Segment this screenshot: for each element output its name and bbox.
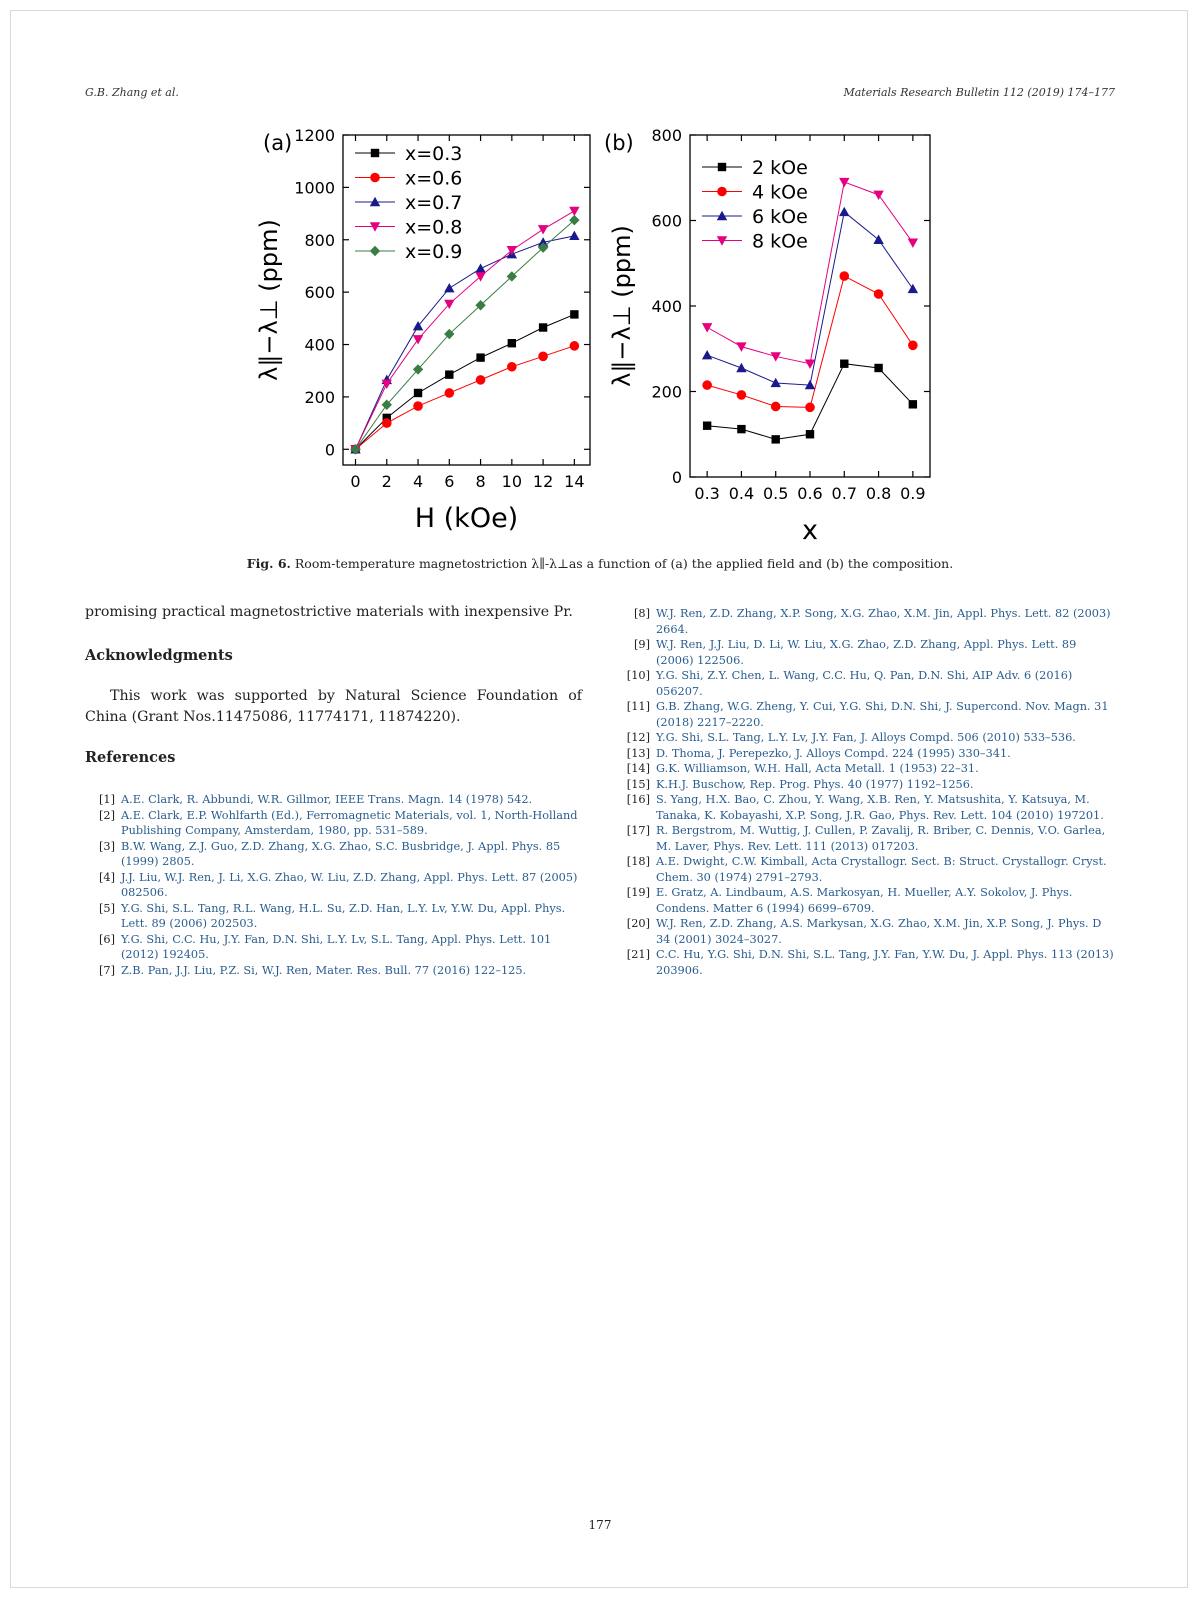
reference-item: [620, 854, 1115, 885]
x-tick-label: 0.5: [762, 484, 789, 503]
reference-link[interactable]: Y.G. Shi, S.L. Tang, R.L. Wang, H.L. Su, Z.D. Han, L.Y. Lv, Y.W. Du, Appl. Phys. Lett. 89 (2006) 202503.: [121, 901, 566, 930]
x-tick-label: 0.3: [694, 484, 720, 503]
y-tick-label: 200: [304, 387, 335, 407]
page-number: 177: [588, 1518, 612, 1532]
data-point: [736, 342, 746, 351]
legend-marker: [370, 173, 380, 183]
acknowledgments-heading: Acknowledgments: [85, 647, 233, 664]
y-tick-label: 800: [651, 126, 682, 145]
reference-number: [4]: [98, 870, 115, 884]
reference-number: [13]: [626, 746, 650, 760]
data-point: [737, 390, 747, 400]
figure-caption: [85, 556, 1115, 571]
reference-number: [19]: [626, 886, 650, 899]
running-header-authors: G.B. Zhang et al.: [85, 86, 179, 99]
y-tick-label: 400: [304, 335, 335, 355]
reference-item: [620, 668, 1115, 699]
reference-link[interactable]: C.C. Hu, Y.G. Shi, D.N. Shi, S.L. Tang, J.Y. Fan, Y.W. Du, J. Appl. Phys. 113 (2013) 203906.: [656, 948, 1114, 977]
data-point: [508, 339, 516, 347]
y-tick-label: 0: [671, 468, 682, 487]
data-point: [475, 263, 485, 272]
x-tick-label: 8: [475, 472, 486, 491]
reference-item: [620, 777, 1115, 793]
reference-link[interactable]: B.W. Wang, Z.J. Guo, Z.D. Zhang, X.G. Zhao, S.C. Busbridge, J. Appl. Phys. 85 (1999) 2805.: [121, 839, 561, 868]
reference-link[interactable]: A.E. Clark, R. Abbundi, W.R. Gillmor, IEEE Trans. Magn. 14 (1978) 542.: [121, 793, 533, 806]
reference-item: [620, 699, 1115, 730]
data-point: [772, 435, 780, 443]
reference-number: [7]: [98, 963, 115, 977]
panel-label: (a): [263, 131, 293, 155]
reference-item: [620, 916, 1115, 947]
reference-item: [620, 746, 1115, 762]
x-tick-label: 0.7: [831, 484, 858, 503]
reference-number: [21]: [626, 948, 650, 961]
data-point: [414, 389, 422, 397]
data-point: [908, 284, 918, 293]
caption-label: Fig. 6.: [246, 556, 291, 571]
data-point: [445, 388, 455, 398]
legend-label: x=0.7: [405, 192, 463, 214]
y-tick-label: 1000: [294, 178, 335, 198]
data-point: [839, 207, 849, 216]
reference-number: [12]: [626, 731, 650, 744]
reference-link[interactable]: G.B. Zhang, W.G. Zheng, Y. Cui, Y.G. Shi, D.N. Shi, J. Supercond. Nov. Magn. 31 (2018) 2217–2220.: [656, 700, 1109, 729]
x-axis-label: H (kOe): [414, 503, 519, 534]
legend-label: x=0.6: [405, 167, 463, 190]
x-axis-label: x: [802, 515, 818, 546]
data-point: [569, 231, 579, 240]
data-point: [771, 378, 781, 387]
data-point: [839, 178, 849, 187]
data-point: [538, 225, 548, 234]
reference-link[interactable]: S. Yang, H.X. Bao, C. Zhou, Y. Wang, X.B. Ren, Y. Matsushita, Y. Katsuya, M. Tanaka, K. Kobayashi, X.P. Song, J.R. Gao, Phys. Rev. Lett. 104 (2010) 197201.: [656, 793, 1104, 822]
reference-number: [8]: [633, 607, 650, 620]
reference-item: [620, 947, 1115, 978]
reference-item: [85, 792, 582, 808]
reference-link[interactable]: D. Thoma, J. Perepezko, J. Alloys Compd. 224 (1995) 330–341.: [656, 746, 1011, 760]
y-tick-label: 200: [651, 382, 682, 402]
acknowledgments-paragraph: This work was supported by Natural Science Foundation of China (Grant Nos.11475086, 11774171, 11874220).: [85, 688, 582, 725]
reference-number: [2]: [98, 808, 115, 822]
data-point: [702, 380, 712, 390]
figure-6: [0, 115, 1200, 550]
reference-item: [85, 870, 582, 901]
data-point: [873, 191, 883, 200]
legend-label: x=0.3: [405, 143, 463, 165]
data-point: [570, 341, 580, 351]
y-tick-label: 800: [304, 230, 335, 250]
data-point: [873, 235, 883, 244]
data-point: [507, 246, 517, 255]
reference-number: [11]: [626, 700, 650, 713]
panel-label: (b): [604, 131, 634, 155]
data-point: [908, 239, 918, 248]
data-point: [445, 370, 453, 378]
x-tick-label: 6: [444, 472, 455, 491]
plot-frame: [690, 135, 930, 477]
y-axis-label: λ∥−λ⊥ (ppm): [255, 219, 283, 381]
reference-number: [17]: [626, 824, 650, 837]
data-point: [839, 271, 849, 281]
reference-link[interactable]: Y.G. Shi, C.C. Hu, J.Y. Fan, D.N. Shi, L.Y. Lv, S.L. Tang, Appl. Phys. Lett. 101 (2012) 192405.: [121, 932, 552, 961]
reference-item: [620, 606, 1115, 637]
legend-label: 4 kOe: [752, 181, 808, 204]
left-column: [85, 602, 582, 977]
data-point: [570, 310, 578, 318]
data-point: [909, 400, 917, 408]
legend-marker: [717, 187, 727, 197]
data-point: [874, 364, 882, 372]
reference-link[interactable]: Z.B. Pan, J.J. Liu, P.Z. Si, W.J. Ren, Mater. Res. Bull. 77 (2016) 122–125.: [121, 963, 527, 977]
data-point: [737, 425, 745, 433]
data-point: [908, 341, 918, 351]
x-tick-label: 4: [412, 472, 424, 491]
references-list-left: [85, 792, 582, 978]
x-tick-label: 2: [381, 472, 392, 491]
legend-label: 6 kOe: [752, 206, 808, 228]
reference-link[interactable]: K.H.J. Buschow, Rep. Prog. Phys. 40 (1977) 1192–1256.: [656, 777, 974, 791]
x-tick-label: 12: [532, 472, 554, 491]
data-point: [382, 418, 392, 428]
reference-item: [620, 730, 1115, 746]
legend-marker: [371, 149, 379, 157]
reference-item: [85, 963, 582, 979]
continuation-paragraph: promising practical magnetostrictive materials with inexpensive Pr.: [85, 604, 573, 620]
plot-frame: [343, 135, 590, 465]
reference-link[interactable]: W.J. Ren, Z.D. Zhang, X.P. Song, X.G. Zhao, X.M. Jin, Appl. Phys. Lett. 82 (2003) 2664.: [656, 607, 1111, 636]
reference-number: [1]: [98, 793, 115, 806]
series-line: [707, 182, 913, 364]
reference-item: [620, 885, 1115, 916]
y-tick-label: 600: [304, 283, 335, 303]
data-point: [736, 363, 746, 372]
reference-link[interactable]: A.E. Clark, E.P. Wohlfarth (Ed.), Ferromagnetic Materials, vol. 1, North-Holland Publishing Company, Amsterdam, 1980, pp. 531–589.: [121, 808, 578, 837]
x-tick-label: 0: [350, 472, 361, 491]
data-point: [702, 323, 712, 332]
legend-label: x=0.9: [405, 241, 463, 263]
data-point: [413, 401, 423, 411]
reference-link[interactable]: G.K. Williamson, W.H. Hall, Acta Metall. 1 (1953) 22–31.: [656, 762, 979, 775]
legend-marker: [370, 246, 380, 256]
caption-text: Room-temperature magnetostriction λ∥-λ⊥as a function of (a) the applied field and (b) the composition.: [290, 556, 954, 571]
data-point: [538, 352, 548, 362]
data-point: [507, 362, 517, 372]
x-tick-label: 0.6: [797, 484, 823, 503]
reference-number: [15]: [626, 777, 650, 791]
reference-item: [620, 761, 1115, 777]
legend-marker: [718, 163, 726, 171]
data-point: [805, 403, 815, 413]
reference-link[interactable]: Y.G. Shi, S.L. Tang, L.Y. Lv, J.Y. Fan, J. Alloys Compd. 506 (2010) 533–536.: [656, 731, 1076, 744]
data-point: [413, 335, 423, 344]
data-point: [444, 283, 454, 292]
reference-number: [20]: [626, 917, 650, 930]
reference-link[interactable]: J.J. Liu, W.J. Ren, J. Li, X.G. Zhao, W. Liu, Z.D. Zhang, Appl. Phys. Lett. 87 (2005) 082506.: [121, 870, 578, 899]
y-tick-label: 600: [651, 211, 682, 231]
reference-item: [85, 808, 582, 839]
reference-item: [620, 792, 1115, 823]
y-tick-label: 0: [324, 440, 335, 460]
x-tick-label: 0.4: [728, 484, 755, 503]
reference-link[interactable]: R. Bergstrom, M. Wuttig, J. Cullen, P. Zavalij, R. Briber, C. Dennis, V.O. Garlea, M. Laver, Phys. Rev. Lett. 111 (2013) 017203.: [656, 824, 1106, 853]
data-point: [703, 422, 711, 430]
reference-number: [18]: [626, 855, 650, 868]
reference-number: [9]: [633, 638, 650, 651]
data-point: [874, 289, 884, 299]
x-tick-label: 0.9: [900, 484, 926, 503]
reference-link[interactable]: W.J. Ren, J.J. Liu, D. Li, W. Liu, X.G. Zhao, Z.D. Zhang, Appl. Phys. Lett. 89 (2006) 122506.: [656, 638, 1077, 667]
x-tick-label: 10: [501, 472, 523, 491]
data-point: [539, 323, 547, 331]
data-point: [702, 350, 712, 359]
reference-number: [3]: [98, 839, 115, 853]
references-heading: References: [85, 749, 176, 766]
y-axis-label: λ∥−λ⊥ (ppm): [608, 225, 636, 387]
references-list-right: [620, 606, 1115, 978]
data-point: [569, 207, 579, 216]
running-header-journal: Materials Research Bulletin 112 (2019) 174–177: [843, 86, 1115, 99]
reference-item: [85, 901, 582, 932]
series-line: [356, 346, 575, 449]
y-tick-label: 1200: [294, 126, 335, 145]
reference-link[interactable]: Y.G. Shi, Z.Y. Chen, L. Wang, C.C. Hu, Q. Pan, D.N. Shi, AIP Adv. 6 (2016) 056207.: [656, 669, 1073, 698]
reference-number: [16]: [626, 793, 650, 806]
reference-link[interactable]: W.J. Ren, Z.D. Zhang, A.S. Markysan, X.G. Zhao, X.M. Jin, X.P. Song, J. Phys. D 34 (2001) 3024–3027.: [656, 917, 1102, 946]
legend-label: x=0.8: [405, 216, 463, 239]
reference-link[interactable]: E. Gratz, A. Lindbaum, A.S. Markosyan, H. Mueller, A.Y. Sokolov, J. Phys. Condens. Matter 6 (1994) 6699–6709.: [656, 886, 1073, 915]
reference-number: [10]: [626, 669, 650, 682]
data-point: [771, 402, 781, 412]
legend-label: 2 kOe: [752, 157, 808, 179]
reference-item: [85, 932, 582, 963]
x-tick-label: 14: [564, 472, 585, 491]
legend-label: 8 kOe: [752, 230, 808, 253]
data-point: [476, 353, 484, 361]
reference-number: [5]: [98, 901, 115, 915]
x-tick-label: 0.8: [865, 484, 892, 503]
data-point: [806, 430, 814, 438]
reference-link[interactable]: A.E. Dwight, C.W. Kimball, Acta Crystallogr. Sect. B: Struct. Crystallogr. Cryst. Chem. 30 (1974) 2791–2793.: [656, 855, 1107, 884]
reference-item: [620, 823, 1115, 854]
y-tick-label: 400: [651, 297, 682, 316]
reference-number: [14]: [626, 762, 650, 775]
reference-item: [85, 839, 582, 870]
reference-number: [6]: [98, 932, 115, 946]
data-point: [476, 375, 486, 385]
reference-item: [620, 637, 1115, 668]
data-point: [840, 360, 848, 368]
